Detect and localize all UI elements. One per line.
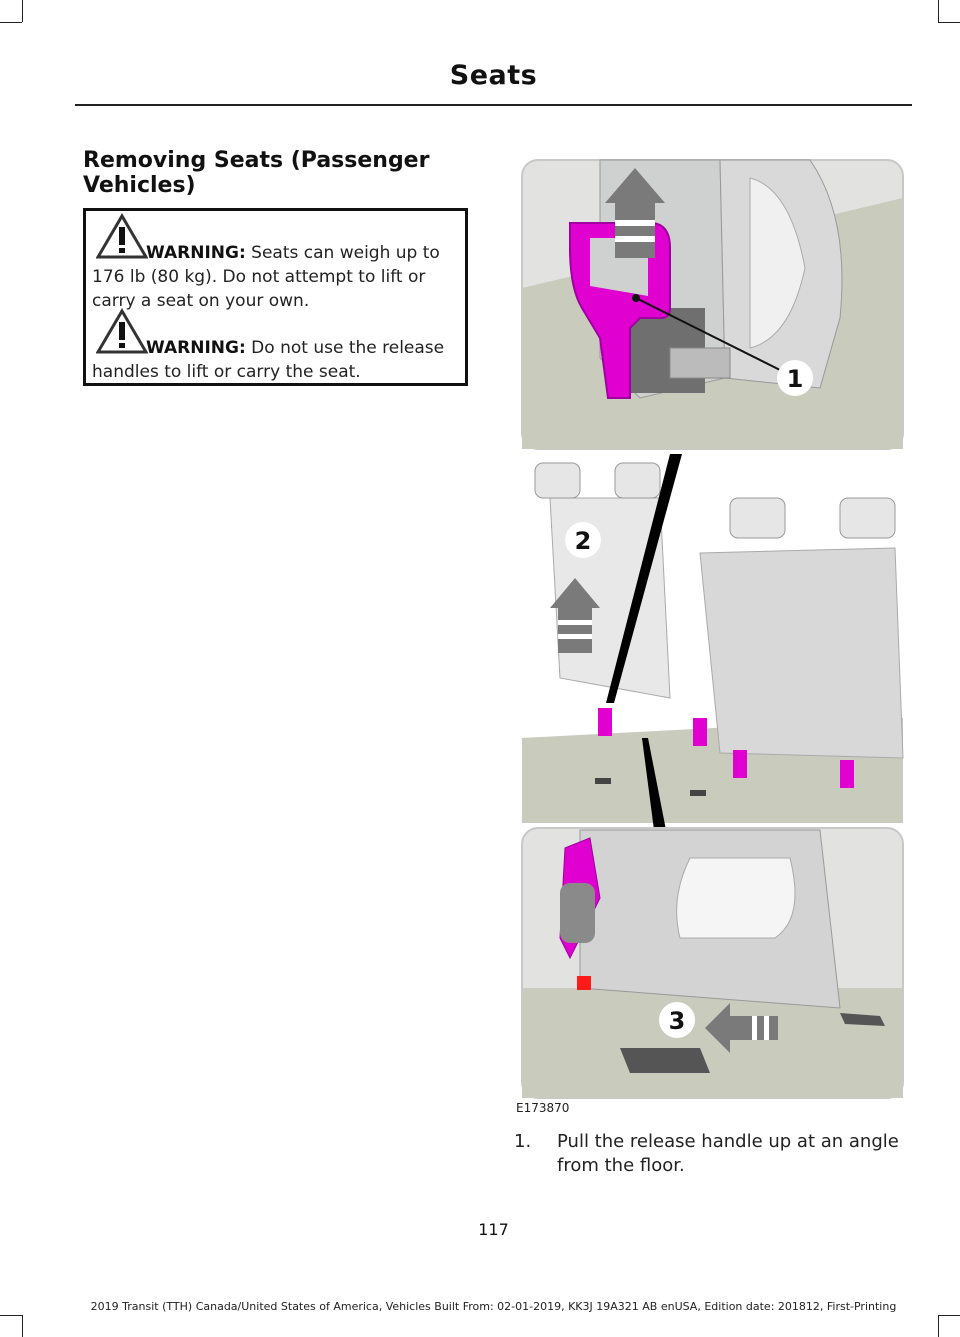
crop-mark — [938, 0, 939, 22]
warning-box — [83, 208, 468, 386]
warning-2-text: Do not use the release handles to lift or carry the seat. — [92, 338, 445, 382]
crop-mark — [22, 1315, 23, 1337]
crop-mark — [0, 22, 22, 23]
crop-mark — [938, 1315, 939, 1337]
callout-2: 2 — [574, 527, 592, 555]
figure-code: E173870 — [516, 1101, 570, 1115]
header-rule — [75, 104, 912, 106]
crop-mark — [22, 0, 23, 22]
warning-triangle-icon — [96, 213, 148, 259]
callout-3: 3 — [668, 1007, 686, 1035]
section-title: Removing Seats (Passenger Vehicles) — [83, 148, 430, 198]
warning-1-lead: WARNING: — [146, 243, 246, 263]
panel-seat-overview — [522, 458, 903, 823]
warning-triangle-icon — [96, 308, 148, 354]
crop-mark — [0, 1315, 22, 1316]
panel-release-handle — [522, 160, 903, 449]
seat-removal-illustration — [520, 158, 905, 1100]
crop-mark — [938, 22, 960, 23]
page-header-title: Seats — [449, 60, 538, 91]
page-footer: 2019 Transit (TTH) Canada/United States of America, Vehicles Built From: 02-01-2019, KK3J 19A321 AB enUSA, Edition date: 201812, First-Printing — [90, 1300, 897, 1313]
warning-1-text: Seats can weigh up to 176 lb (80 kg). Do not attempt to lift or carry a seat on your own. — [92, 243, 440, 311]
step-1-text: Pull the release handle up at an angle from the floor. — [557, 1131, 899, 1176]
callout-1: 1 — [786, 365, 804, 393]
panel-latch — [522, 828, 903, 1098]
warning-2-lead: WARNING: — [146, 338, 246, 358]
page-number: 117 — [478, 1220, 509, 1239]
step-1-number: 1. — [514, 1131, 532, 1152]
crop-mark — [938, 1315, 960, 1316]
warning-2 — [92, 336, 464, 384]
warning-1 — [92, 241, 464, 313]
